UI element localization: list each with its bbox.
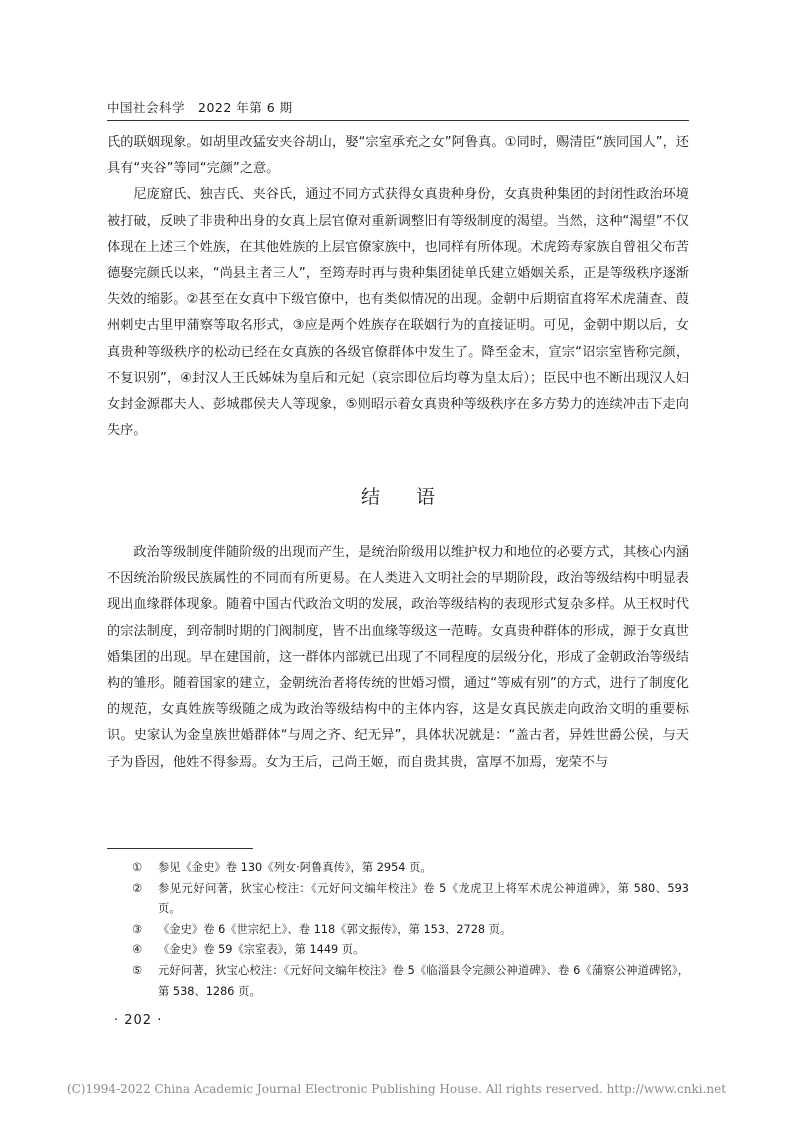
- paragraph-continuation: 氏的联姻现象。如胡里改猛安夹谷胡山，娶“宗室承充之女”阿鲁真。①同时，赐清臣“族同国人”，还具有“夹谷”等同“完颜”之意。: [107, 135, 689, 177]
- footnote-marker: ②: [132, 881, 143, 895]
- footnote-text: 《金史》卷 59《宗室表》，第 1449 页。: [158, 943, 365, 957]
- paragraph: 政治等级制度伴随阶级的出现而产生，是统治阶级用以维护权力和地位的必要方式，其核心内涵不因统治阶级民族属性的不同而有所更易。在人类进入文明社会的早期阶段，政治等级结构中明显表现出血缘群体现象。随着中国古代政治文明的发展，政治等级结构的表现形式复杂多样。从王权时代的宗法制度，到帝制时期的门阀制度，皆不出血缘等级这一范畴。女真贵种群体的形成，源于女真世婚集团的出现。早在建国前，这一群体内部就已出现了不同程度的层级分化，形成了金朝政治等级结构的雏形。随着国家的建立，金朝统治者将传统的世婚习惯，通过“等威有别”的方式，进行了制度化的规范，女真姓族等级随之成为政治等级结构中的主体内容，这是女真民族走向政治文明的重要标识。史家认为金皇族世婚群体“与周之齐、纪无异”，具体状况就是：“盖古者，异姓世爵公侯，与天子为昏因，他姓不得参焉。女为王后，己尚王姬，而自贵其贵，富厚不加焉，宠荣不与: [107, 545, 689, 770]
- paragraph: 尼庞窟氏、独吉氏、夹谷氏，通过不同方式获得女真贵种身份，女真贵种集团的封闭性政治环境被打破，反映了非贵种出身的女真上层官僚对重新调整旧有等级制度的渴望。当然，这种“渴望”不仅体现在上述三个姓族，在其他姓族的上层官僚家族中，也同样有所体现。术虎筠寿家族自曾祖父布苦德娶完颜氏以来，“尚县主者三人”，至筠寿时再与贵种集团徒单氏建立婚姻关系，正是等级秩序逐渐失效的缩影。②甚至在女真中下级官僚中，也有类似情况的出现。金朝中后期宿直将军术虎蒲查、葭州刺史古里甲蒲察等取名形式，③应是两个姓族存在联姻行为的直接证明。可见，金朝中期以后，女真贵种等级秩序的松动已经在女真族的各级官僚群体中发生了。降至金末，宣宗“诏宗室皆称完颜，不复识别”，④封汉人王氏姊妹为皇后和元妃（哀宗即位后均尊为皇太后）；臣民中也不断出现汉人妇女封金源郡夫人、彭城郡侯夫人等现象，⑤则昭示着女真贵种等级秩序在多方势力的连续冲击下走向失序。: [107, 187, 689, 439]
- footnote: [132, 879, 689, 920]
- footnote: [132, 940, 689, 961]
- footnote: [132, 920, 689, 941]
- body-text-block-2: [107, 540, 689, 776]
- copyright-notice: (C)1994-2022 China Academic Journal Electronic Publishing House. All rights reserved. http://www.cnki.net: [66, 1082, 727, 1096]
- footnote-marker: ①: [132, 861, 143, 874]
- footnote-text: 参见《金史》卷 130《列女·阿鲁真传》，第 2954 页。: [158, 861, 432, 874]
- footnote-rule: [107, 848, 253, 849]
- body-text-block-1: [107, 130, 689, 444]
- footnote-marker: ③: [132, 922, 143, 936]
- footnote: [132, 961, 689, 1002]
- footnote-marker: ④: [132, 943, 143, 957]
- footnote-text: 《金史》卷 6《世宗纪上》、卷 118《郭文振传》，第 153、2728 页。: [158, 922, 512, 936]
- footnote-text: 参见元好问著，狄宝心校注：《元好问文编年校注》卷 5《龙虎卫上将军术虎公神道碑》，第 580、593 页。: [158, 881, 689, 916]
- footnote: [132, 858, 689, 879]
- footnote-text: 元好问著，狄宝心校注：《元好问文编年校注》卷 5《临淄县令完颜公神道碑》、卷 6《蒲察公神道碑铭》，第 538、1286 页。: [158, 963, 689, 998]
- section-heading: 结语: [360, 486, 471, 508]
- running-header: 中国社会科学 2022 年第 6 期: [107, 100, 293, 115]
- footnotes: [132, 858, 689, 1002]
- page-number: · 202 ·: [114, 1013, 163, 1028]
- footnote-marker: ⑤: [132, 963, 143, 977]
- header-rule: [107, 120, 689, 121]
